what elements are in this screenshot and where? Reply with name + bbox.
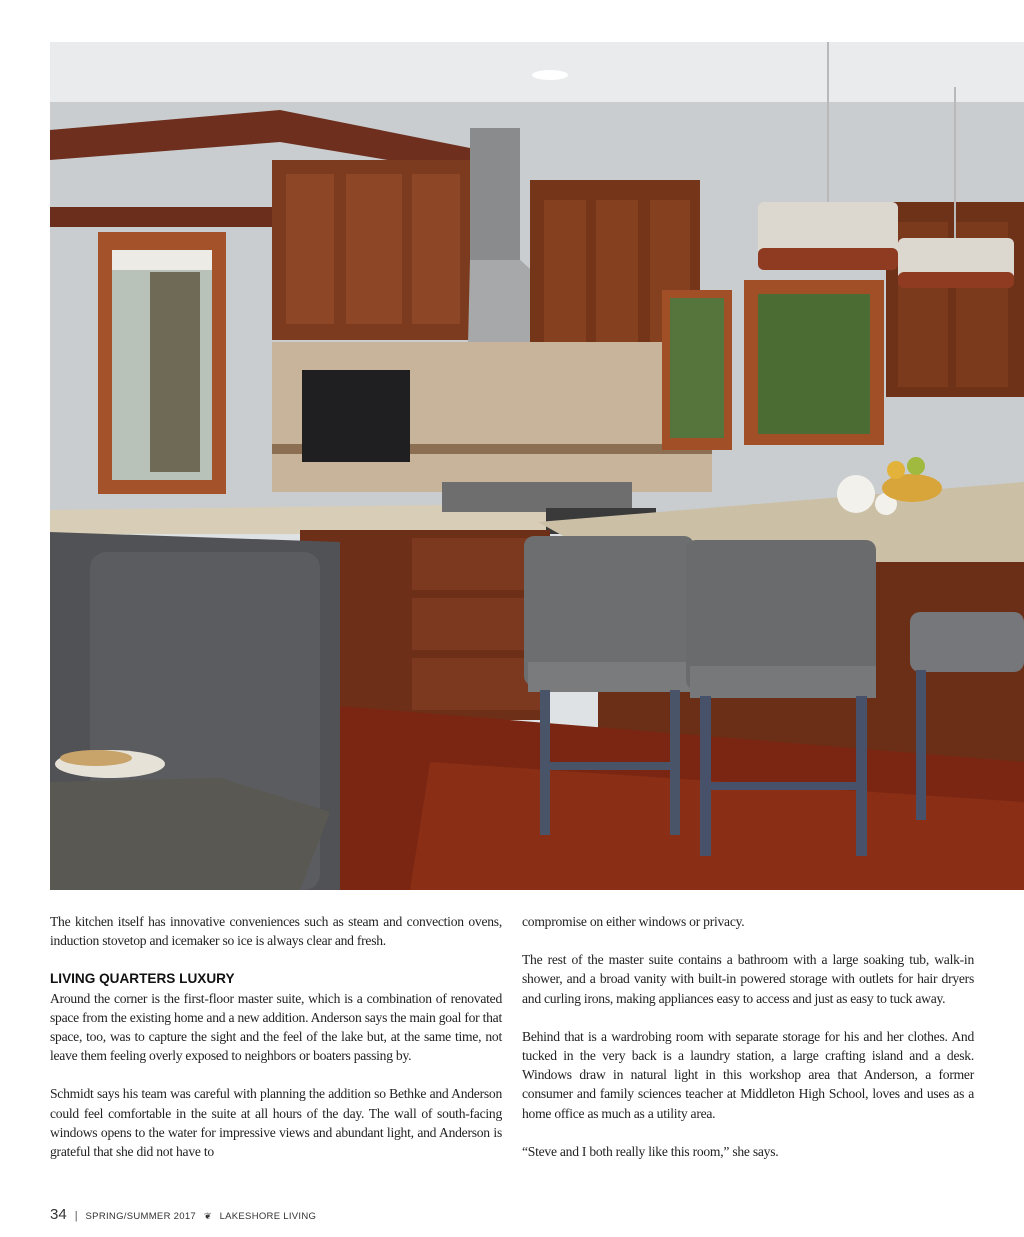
- body-paragraph: Behind that is a wardrobing room with separate storage for his and her clothes. And tucked in the very back is a laundry station, a large crafting island and a desk. Windows draw in natural light in this workshop area that Anderson, a former consumer and family sciences teacher at Middleton High School, loves and uses as a home office as much as a utility area.: [522, 1028, 974, 1121]
- body-paragraph: The kitchen itself has innovative conveniences such as steam and convection ovens, induction stovetop and icemaker so ice is always clear and fresh.: [50, 914, 502, 949]
- article-right-column: [522, 912, 974, 1161]
- kitchen-photo: [50, 42, 1024, 890]
- body-paragraph: Around the corner is the first-floor master suite, which is a combination of renovated space from the existing home and a new addition. Anderson says the main goal for that space, too, was to capture the sight and the feel of the lake but, at the same time, not leave them feeling overly exposed to neighbors or boaters passing by.: [50, 990, 502, 1064]
- body-paragraph: Schmidt says his team was careful with planning the addition so Bethke and Anderson could feel comfortable in the suite at all hours of the day. The wall of south-facing windows opens to the water for impressive views and abundant light, and Anderson is grateful that she did not have to: [50, 1086, 502, 1160]
- article-left-column: [50, 912, 502, 1161]
- issue-label: SPRING/SUMMER 2017: [85, 1211, 197, 1222]
- page-footer: [50, 1206, 316, 1226]
- body-paragraph: compromise on either windows or privacy.: [522, 914, 745, 929]
- body-paragraph: The rest of the master suite contains a bathroom with a large soaking tub, walk-in shower, and a broad vanity with built-in powered storage with outlets for hair dryers and curling irons, making appliances easy to access and just as easy to tuck away.: [522, 952, 974, 1006]
- pull-quote-paragraph: “Steve and I both really like this room,” she says.: [522, 1143, 779, 1159]
- section-heading: LIVING QUARTERS LUXURY: [50, 971, 235, 987]
- footer-separator: |: [74, 1210, 78, 1222]
- ornament-icon: ❦: [204, 1211, 212, 1221]
- page-number: 34: [50, 1206, 67, 1223]
- magazine-name: LAKESHORE LIVING: [219, 1211, 317, 1222]
